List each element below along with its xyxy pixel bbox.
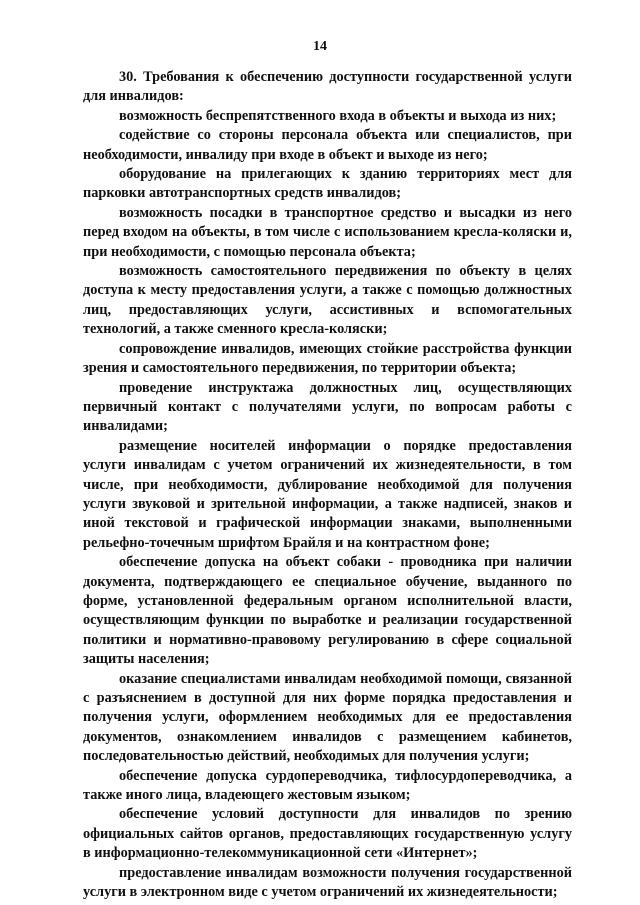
paragraph-entry-exit: возможность беспрепятственного входа в объекты и выхода из них;: [119, 107, 557, 124]
paragraph-parking: оборудование на прилегающих к зданию территориях мест для парковки автотранспортных средств инвалидов;: [83, 166, 572, 202]
paragraph-staff-briefing: проведение инструктажа должностных лиц, осуществляющих первичный контакт с получателями услуги, по вопросам работы с инвалидами;: [83, 379, 572, 435]
paragraph-website-accessibility: обеспечение условий доступности для инвалидов по зрению официальных сайтов органов, предоставляющих государственную услугу в информационно-телекоммуникационной сети «Интернет»;: [83, 806, 572, 862]
paragraph-information-carriers: размещение носителей информации о порядке предоставления услуги инвалидам с учетом ограничений их жизнедеятельности, в том числе, при необходимости, дублирование необходимой для получения услуги звуковой и зрительной информации, а также надписей, знаков и иной текстовой и графической информации знаками, выполненными рельефно-точечным шрифтом Брайля и на контрастном фоне;: [83, 437, 572, 551]
paragraph-sign-interpreter: обеспечение допуска сурдопереводчика, тифлосурдопереводчика, а также иного лица, владеющего жестовым языком;: [83, 767, 572, 804]
paragraph-electronic-service: предоставление инвалидам возможности получения государственной услуги в электронном виде с учетом ограничений их жизнедеятельности;: [83, 864, 572, 901]
paragraph-specialist-help: оказание специалистами инвалидам необходимой помощи, связанной с разъяснением в доступной для них форме порядка предоставления и получения услуги, оформлением необходимых для ее предоставления документов, ознакомлением инвалидов с размещением кабинетов, последовательностью действий, необходимых для получения услуги;: [83, 670, 572, 765]
page-number: 14: [313, 39, 327, 54]
paragraph-escort: сопровождение инвалидов, имеющих стойкие расстройства функции зрения и самостоятельного передвижения, по территории объекта;: [83, 340, 572, 377]
paragraph-independent-movement: возможность самостоятельного передвижения по объекту в целях доступа к месту предоставления услуги, а также с помощью должностных лиц, предоставляющих услуги, ассистивных и вспомогательных технологий, а также сменного кресла-коляски;: [83, 263, 572, 338]
paragraph-guide-dog: обеспечение допуска на объект собаки - проводника при наличии документа, подтверждающего ее специальное обучение, выданного по форме, установленной федеральным органом исполнительной власти, осуществляющим функции по выработке и реализации государственной политики и нормативно-правовому регулированию в сфере социальной защиты населения;: [83, 554, 572, 668]
paragraph-section-30-title: 30. Требования к обеспечению доступности государственной услуги для инвалидов:: [83, 69, 572, 105]
document-body: [83, 68, 572, 902]
paragraph-transport-boarding: возможность посадки в транспортное средство и высадки из него перед входом на объекты, в том числе с использованием кресла-коляски и, при необходимости, с помощью персонала объекта;: [83, 204, 572, 260]
paragraph-staff-assistance: содействие со стороны персонала объекта или специалистов, при необходимости, инвалиду при входе в объект и выходе из него;: [83, 127, 572, 163]
